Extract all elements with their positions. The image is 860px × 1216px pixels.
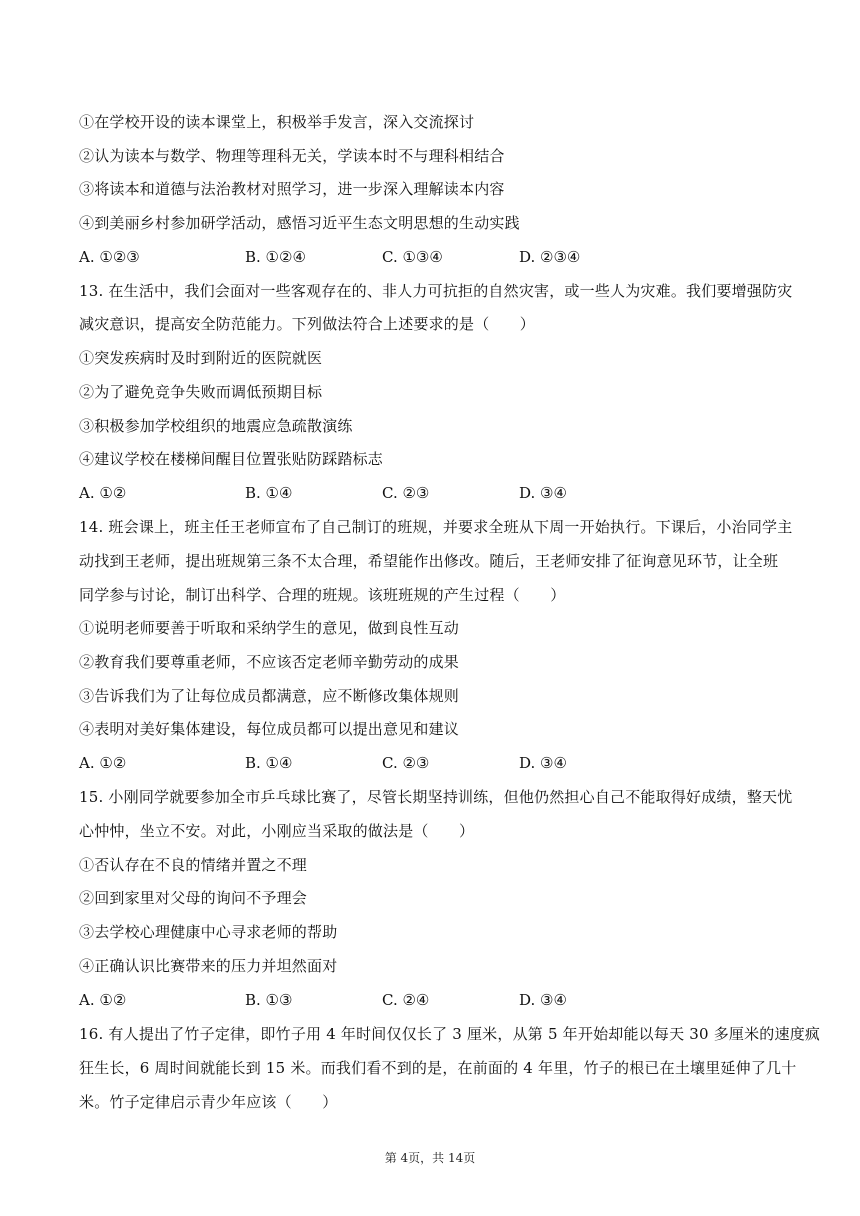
q14-item-1: ①说明老师要善于听取和采纳学生的意见，做到良性互动 xyxy=(79,619,460,637)
q13-item-1: ①突发疾病时及时到附近的医院就医 xyxy=(79,349,323,367)
page-footer: 第 4页，共 14页 xyxy=(384,1151,476,1165)
q15-stem-line-2: 心忡忡，坐立不安。对此，小刚应当采取的做法是（ ） xyxy=(79,822,475,840)
q13-item-2: ②为了避免竞争失败而调低预期目标 xyxy=(79,383,323,401)
q15-item-4: ④正确认识比赛带来的压力并坦然面对 xyxy=(79,957,338,975)
q12-option-a: A. ①②③ xyxy=(79,248,140,266)
q13-option-b: B. ①④ xyxy=(245,484,293,502)
q15-item-2: ②回到家里对父母的询问不予理会 xyxy=(79,889,308,907)
q15-option-b: B. ①③ xyxy=(245,991,293,1009)
q12-item-1: ①在学校开设的读本课堂上，积极举手发言，深入交流探讨 xyxy=(79,113,475,131)
q14-stem-line-1: 14. 班会课上，班主任王老师宣布了自己制订的班规，并要求全班从下周一开始执行。下课后，小治同学主 xyxy=(79,518,793,536)
q16-stem-line-2: 狂生长，6 周时间就能长到 15 米。而我们看不到的是，在前面的 4 年里，竹子的根已在土壤里延伸了几十 xyxy=(79,1059,797,1077)
q12-item-3: ③将读本和道德与法治教材对照学习，进一步深入理解读本内容 xyxy=(79,180,505,198)
q16-stem-line-3: 米。竹子定律启示青少年应该（ ） xyxy=(79,1093,338,1111)
q14-item-4: ④表明对美好集体建设，每位成员都可以提出意见和建议 xyxy=(79,720,460,738)
q14-option-a: A. ①② xyxy=(79,754,127,772)
q13-stem-line-2: 减灾意识，提高安全防范能力。下列做法符合上述要求的是（ ） xyxy=(79,315,536,333)
q12-option-c: C. ①③④ xyxy=(382,248,443,266)
q13-item-4: ④建议学校在楼梯间醒目位置张贴防踩踏标志 xyxy=(79,450,384,468)
q14-option-b: B. ①④ xyxy=(245,754,293,772)
q14-option-d: D. ③④ xyxy=(519,754,567,772)
q13-option-c: C. ②③ xyxy=(382,484,430,502)
q14-item-3: ③告诉我们为了让每位成员都满意，应不断修改集体规则 xyxy=(79,687,460,705)
q13-item-3: ③积极参加学校组织的地震应急疏散演练 xyxy=(79,417,353,435)
q14-stem-line-3: 同学参与讨论，制订出科学、合理的班规。该班班规的产生过程（ ） xyxy=(79,586,566,604)
q14-option-c: C. ②③ xyxy=(382,754,430,772)
q15-option-c: C. ②④ xyxy=(382,991,430,1009)
q12-option-b: B. ①②④ xyxy=(245,248,306,266)
q12-item-2: ②认为读本与数学、物理等理科无关，学读本时不与理科相结合 xyxy=(79,147,505,165)
q15-option-a: A. ①② xyxy=(79,991,127,1009)
q15-stem-line-1: 15. 小刚同学就要参加全市乒乓球比赛了，尽管长期坚持训练，但他仍然担心自己不能取得好成绩，整天忧 xyxy=(79,788,793,806)
q12-option-d: D. ②③④ xyxy=(519,248,581,266)
q13-option-a: A. ①② xyxy=(79,484,127,502)
q15-item-3: ③去学校心理健康中心寻求老师的帮助 xyxy=(79,923,338,941)
q12-item-4: ④到美丽乡村参加研学活动，感悟习近平生态文明思想的生动实践 xyxy=(79,214,520,232)
q16-stem-line-1: 16. 有人提出了竹子定律，即竹子用 4 年时间仅仅长了 3 厘米，从第 5 年开始却能以每天 30 多厘米的速度疯 xyxy=(79,1025,821,1043)
q14-item-2: ②教育我们要尊重老师，不应该否定老师辛勤劳动的成果 xyxy=(79,653,460,671)
q15-option-d: D. ③④ xyxy=(519,991,567,1009)
q13-stem-line-1: 13. 在生活中，我们会面对一些客观存在的、非人力可抗拒的自然灾害，或一些人为灾难。我们要增强防灾 xyxy=(79,282,793,300)
q15-item-1: ①否认存在不良的情绪并置之不理 xyxy=(79,856,308,874)
q13-option-d: D. ③④ xyxy=(519,484,567,502)
q14-stem-line-2: 动找到王老师，提出班规第三条不太合理，希望能作出修改。随后，王老师安排了征询意见环节，让全班 xyxy=(79,552,779,570)
